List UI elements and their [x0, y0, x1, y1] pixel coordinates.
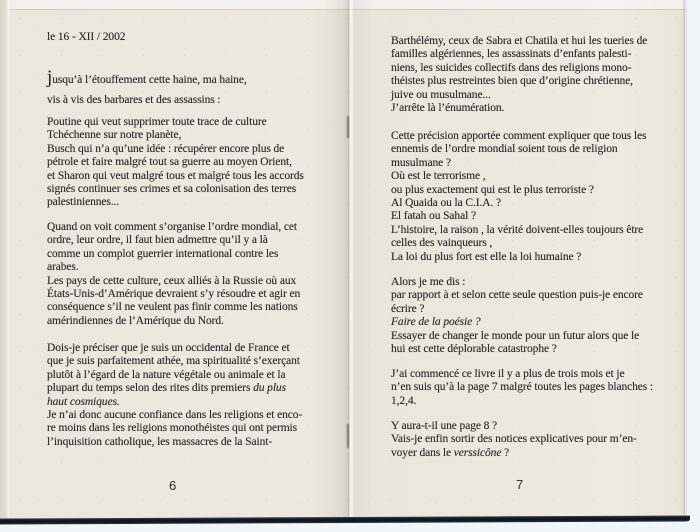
text-segment: musulmane ?	[391, 156, 451, 169]
text-line	[391, 433, 637, 446]
italic-text: Faire de la poésie ?	[391, 316, 481, 329]
text-line	[47, 221, 300, 234]
text-line	[47, 382, 302, 395]
text-segment: Où est le terrorisme ,	[391, 170, 486, 183]
text-segment: Les pays de cette culture, ceux alliés à la Russie où aux	[47, 274, 297, 287]
text-segment: celles des vainqueurs ,	[391, 237, 493, 250]
text-segment: écrire ?	[391, 302, 425, 315]
text-line	[47, 301, 300, 314]
page-right	[348, 0, 687, 520]
text-line	[391, 48, 647, 61]
text-line	[47, 68, 247, 90]
text-line	[47, 170, 304, 183]
text-line	[391, 343, 643, 356]
text-segment: palestiniennes...	[47, 196, 120, 209]
text-segment: par rapport à et selon cette seule question puis-je encore	[391, 289, 643, 302]
text-segment: familles algériennes, les assassinats d’enfants palesti-	[391, 48, 632, 61]
text-line	[47, 315, 300, 328]
text-line	[391, 130, 646, 143]
text-line	[391, 75, 647, 88]
text-line	[47, 409, 302, 422]
text-line	[391, 170, 646, 183]
text-segment: Essayer de changer le monde pour un futur alors que le	[391, 329, 640, 342]
text-line	[391, 197, 646, 210]
text-line	[47, 422, 302, 435]
text-line	[391, 420, 637, 433]
text-segment: ordre, leur ordre, il faut bien admettre qu’il y a là	[47, 234, 268, 247]
text-segment: plupart du temps selon des rites dits premiers	[47, 382, 254, 395]
paragraph-right-3	[391, 276, 643, 356]
paragraph-right-1	[391, 35, 647, 115]
text-segment: l’inquisition catholique, les massacres de la Saint-	[47, 435, 273, 448]
text-segment: 1,2,4.	[391, 394, 417, 407]
paragraph-right-5	[391, 420, 637, 460]
text-line	[47, 143, 304, 156]
entry-date: le 16 - XII / 2002	[47, 31, 126, 43]
text-line	[391, 316, 643, 329]
text-line	[391, 276, 643, 289]
text-segment: Tchéchenne sur notre planète,	[47, 129, 182, 142]
text-segment: arabes.	[47, 261, 79, 274]
paragraph-right-2	[391, 130, 646, 264]
text-segment: conséquence s’il ne veulent pas finir comme les nations	[47, 301, 298, 314]
text-line	[47, 129, 304, 142]
text-segment: que je suis parfaitement athée, ma spiritualité s’exerçant	[47, 355, 300, 368]
text-line	[391, 143, 646, 156]
page-number-right: 7	[516, 477, 524, 492]
text-segment: Dois-je préciser que je suis un occidental de France et	[47, 342, 290, 354]
text-segment: J’arrête là l’énumération.	[391, 102, 505, 115]
text-line	[47, 196, 304, 209]
text-segment: plutôt à l’égard de la nature végétale ou animale et la	[47, 368, 286, 381]
text-line	[47, 369, 302, 382]
text-segment: Je n’ai donc aucune confiance dans les religions et enco-	[47, 409, 303, 422]
text-line	[391, 395, 653, 408]
text-line	[47, 234, 300, 247]
text-line	[47, 396, 302, 409]
text-segment: pétrole et faire malgré tout sa guerre au moyen Orient,	[47, 156, 292, 169]
text-segment: n’en suis qu’à la page 7 malgré toutes les pages blanches :	[391, 381, 654, 394]
text-line	[391, 237, 646, 250]
text-segment: Al Quaida ou la C.I.A. ?	[391, 197, 502, 210]
text-segment: ennemis de l’ordre mondial soient tous de religion	[391, 143, 618, 156]
text-segment: usqu’à l’étouffement cette haine, ma haine,	[52, 74, 247, 86]
text-segment: J’ai commencé ce livre il y a plus de trois mois et je	[391, 368, 625, 380]
text-segment: Busch qui n’a qu’une idée : récupérer encore plus de	[47, 142, 285, 155]
text-line	[391, 224, 646, 237]
text-line	[391, 35, 647, 48]
page-left	[0, 0, 348, 520]
page-number-left: 6	[169, 478, 177, 493]
paragraph-left-2	[47, 221, 300, 328]
text-segment: niens, les suicides collectifs dans des religions mono-	[391, 61, 632, 74]
text-line	[47, 90, 247, 110]
paragraph-right-4	[391, 368, 653, 408]
italic-text: du plus	[253, 382, 286, 395]
text-line	[47, 261, 300, 274]
text-segment: Quand on voit comment s’organise l’ordre mondial, cet	[47, 221, 297, 233]
text-line	[391, 303, 643, 316]
text-line	[47, 183, 304, 196]
paragraph-left-3	[47, 342, 302, 449]
text-segment: re moins dans les religions monothéistes qui ont permis	[47, 422, 298, 435]
text-line	[391, 62, 647, 75]
text-line	[391, 368, 653, 381]
text-line	[47, 116, 304, 129]
text-segment: La loi du plus fort est elle la loi humaine ?	[391, 250, 582, 263]
drop-cap: j	[47, 67, 53, 88]
text-segment: Barthélémy, ceux de Sabra et Chatila et hui les tueries de	[391, 35, 648, 47]
text-segment: Vais-je enfin sortir des notices explicatives pour m’en-	[391, 433, 637, 446]
text-segment: El fatah ou Sahal ?	[391, 210, 476, 223]
opening-couplet	[47, 68, 247, 110]
text-line	[391, 381, 653, 394]
text-segment: Y aura-t-il une page 8 ?	[391, 420, 498, 432]
text-segment: ou plus exactement qui est le plus terroriste ?	[391, 183, 594, 196]
text-line	[47, 436, 302, 449]
text-segment: L’histoire, la raison , la vérité doivent-elles toujours être	[391, 223, 644, 236]
text-segment: Cette précision apportée comment expliquer que tous les	[391, 130, 647, 142]
text-line	[391, 447, 637, 460]
text-segment: comme un complot guerrier international contre les	[47, 247, 279, 260]
text-segment: Poutine qui veut supprimer toute trace de culture	[47, 116, 267, 128]
paragraph-left-1	[47, 116, 304, 210]
italic-text: verssicône	[453, 446, 502, 459]
text-line	[47, 288, 300, 301]
text-segment: signés continuer ses crimes et sa colonisation des terres	[47, 183, 297, 196]
text-segment: Alors je me dis :	[391, 276, 466, 288]
text-line	[47, 342, 302, 355]
text-line	[47, 156, 304, 169]
text-line	[391, 289, 643, 302]
text-segment: États-Unis-d’Amérique devraient s’y résoudre et agir en	[47, 288, 301, 301]
text-segment: et Sharon qui veut malgré tous et malgré tous les accords	[47, 169, 304, 182]
text-segment: ?	[501, 446, 510, 459]
text-line	[391, 251, 646, 264]
text-segment: voyer dans le	[391, 446, 454, 459]
text-line	[391, 330, 643, 343]
text-line	[47, 275, 300, 288]
text-line	[391, 157, 646, 170]
text-line	[47, 355, 302, 368]
text-segment: juive ou musulmane...	[391, 88, 491, 101]
text-segment: hui est cette déplorable catastrophe ?	[391, 343, 557, 356]
italic-text: haut cosmiques.	[47, 395, 120, 408]
text-line	[47, 248, 300, 261]
text-line	[391, 89, 647, 102]
text-line	[391, 184, 646, 197]
text-line	[391, 210, 646, 223]
text-segment: vis à vis des barbares et des assassins :	[47, 94, 221, 106]
text-segment: théistes plus restreintes bien que d’origine chrétienne,	[391, 75, 633, 88]
text-segment: amérindiennes de l’Amérique du Nord.	[47, 314, 224, 327]
text-line	[391, 102, 647, 115]
